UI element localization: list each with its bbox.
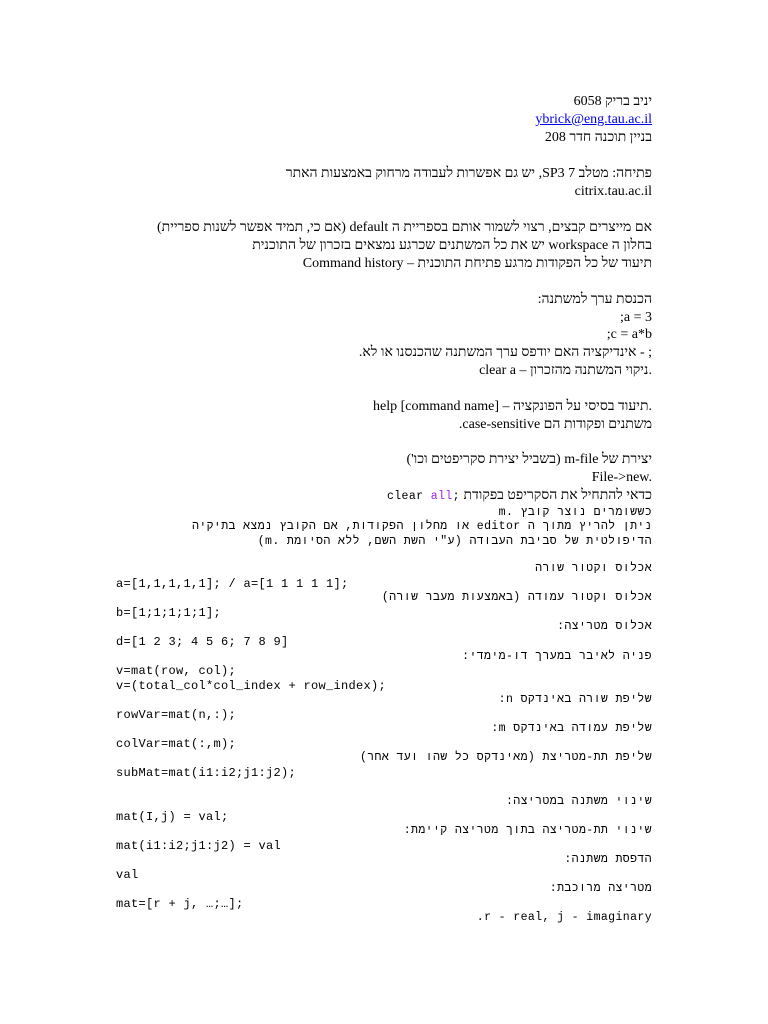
matrix-code: d=[1 2 3; 4 5 6; 7 8 9]: [116, 635, 289, 649]
default-dir-note: הדיפולטית של סביבת העבודה (ע"י השת השם, ללא הסיומת .m): [257, 535, 652, 548]
matrix-label: אכלוס מטריצה:: [557, 620, 652, 633]
element-access-label: פניה לאיבר במערך דו-מימדי:: [462, 650, 652, 663]
command-history-note: Command history – תיעוד של כל הפקודות מרגע פתיחת התוכנית: [302, 256, 652, 271]
change-submatrix-code: mat(i1:i2;j1:j2) = val: [116, 839, 282, 853]
clear-note: clear a – ניקוי המשתנה מהזכרון.: [479, 363, 652, 378]
complex-matrix-label: מטריצה מרוכבת:: [549, 882, 652, 895]
mfile-title: יצירת של m-file (בשביל יצירת סקריפטים וכו'): [406, 452, 652, 467]
row-vector-label: אכלוס וקטור שורה: [535, 562, 652, 575]
change-element-code: mat(I,j) = val;: [116, 810, 229, 824]
clear-all-note: [387, 487, 652, 504]
print-variable-label: הדפסת משתנה:: [564, 853, 652, 866]
citrix-address: citrix.tau.ac.il: [574, 184, 652, 199]
save-note: כששומרים נוצר קובץ .m: [498, 506, 652, 519]
case-sensitive-note: משתנים ופקודות הם case-sensitive.: [458, 417, 652, 432]
assign-example-2: ;c = a*b: [606, 327, 652, 342]
row-extract-label: שליפת שורה באינדקס n:: [498, 693, 652, 706]
element-access-code-2: v=(total_col*col_index + row_index);: [116, 679, 387, 693]
clear-all-code: [387, 490, 460, 503]
workspace-note: בחלון ה workspace יש את כל המשתנים שכרגע נמצאים בזכרון של התוכנית: [252, 238, 652, 253]
clear-all-semicolon: ;: [452, 490, 460, 503]
author-name: יניב בריק 6058: [573, 94, 652, 109]
element-access-code-1: v=mat(row, col);: [116, 664, 237, 678]
complex-matrix-code: mat=[r + j, …;…];: [116, 897, 244, 911]
assign-title: הכנסת ערך למשתנה:: [537, 292, 652, 307]
intro-line: פתיחה: מטלב SP3 7, יש גם אפשרות לעבודה מרחוק באמצעות האתר: [285, 166, 652, 181]
assign-example-1: ;a = 3: [620, 310, 652, 325]
clear-all-text: כדאי להתחיל את הסקריפט בפקודת: [459, 488, 652, 503]
column-extract-label: שליפת עמודה באינדקס m:: [491, 722, 652, 735]
row-extract-code: rowVar=mat(n,:);: [116, 708, 237, 722]
semicolon-note: ; - אינדיקציה האם יודפס ערך המשתנה שהכנסנו או לא.: [358, 345, 652, 360]
column-vector-code: b=[1;1;1;1;1];: [116, 606, 222, 620]
change-submatrix-label: שינוי תת-מטריצה בתוך מטריצה קיימת:: [403, 824, 652, 837]
office-location: בניין תוכנה חדר 208: [544, 130, 652, 145]
author-email-link[interactable]: ybrick@eng.tau.ac.il: [535, 112, 652, 127]
complex-note: .r - real, j - imaginary: [476, 911, 652, 924]
clear-keyword: clear: [386, 490, 431, 503]
change-element-label: שינוי משתנה במטריצה:: [505, 795, 652, 808]
submatrix-label: שליפת תת-מטריצת (מאינדקס כל שהו ועד אחר): [359, 751, 652, 764]
print-variable-code: val: [116, 868, 139, 882]
help-note: help [command name] – תיעוד בסיסי על הפונקציה.: [373, 399, 652, 414]
file-new-note: File->new.: [591, 470, 652, 485]
column-extract-code: colVar=mat(:,m);: [116, 737, 237, 751]
column-vector-label: אכלוס וקטור עמודה (באמצעות מעבר שורה): [381, 591, 652, 604]
submatrix-code: subMat=mat(i1:i2;j1:j2);: [116, 766, 297, 780]
files-note: אם מייצרים קבצים, רצוי לשמור אותם בספריית ה default (אם כי, תמיד אפשר לשנות ספריית): [157, 220, 652, 235]
all-keyword: all: [430, 490, 453, 503]
row-vector-code: a=[1,1,1,1,1]; / a=[1 1 1 1 1];: [116, 577, 349, 591]
run-note: ניתן להריץ מתוך ה editor או מחלון הפקודות, אם הקובץ נמצא בתיקיה: [192, 520, 652, 533]
